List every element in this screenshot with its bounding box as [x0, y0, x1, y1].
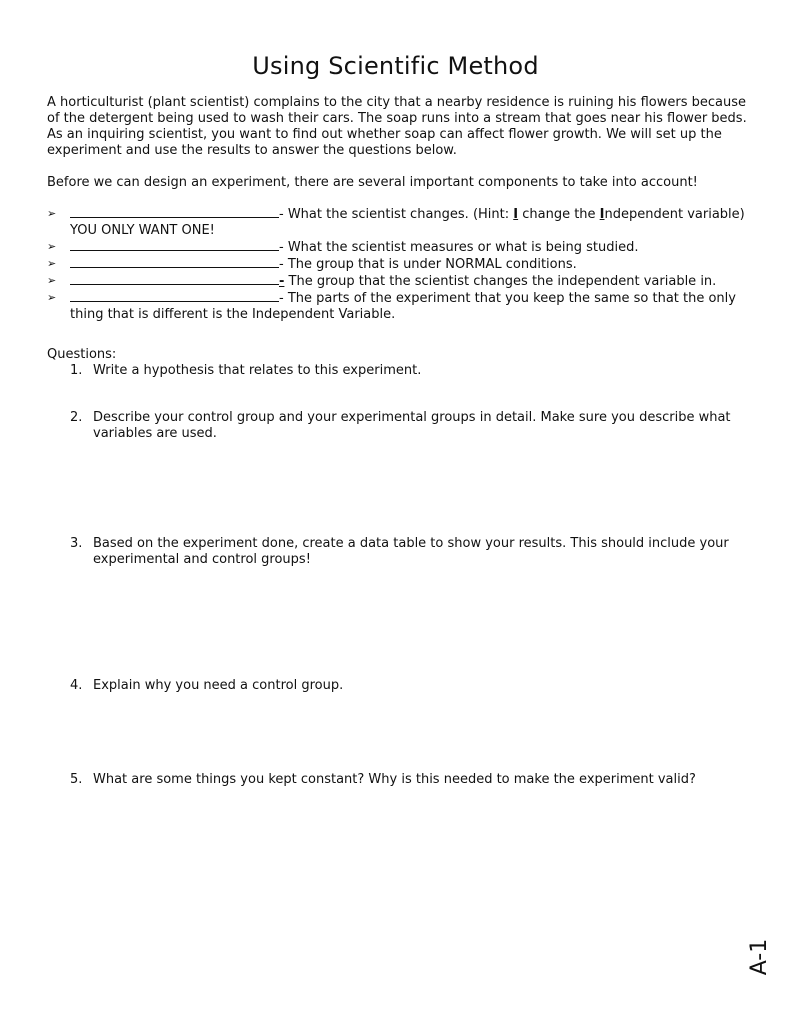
bullet-text: change the	[518, 207, 600, 222]
question-text: Describe your control group and your experimental groups in detail. Make sure you describe what variables are used.	[93, 410, 731, 441]
list-item-dependent-variable	[47, 239, 755, 256]
question-number: 1.	[70, 363, 83, 378]
answer-blank[interactable]	[70, 290, 279, 302]
question-2	[70, 410, 750, 442]
question-text: Write a hypothesis that relates to this experiment.	[93, 363, 422, 378]
list-item-independent-variable	[47, 206, 755, 239]
bullet-dash: -	[279, 274, 285, 289]
page-number-label: A-1	[747, 938, 772, 976]
arrow-bullet-icon: ➢	[47, 207, 57, 220]
arrow-bullet-icon: ➢	[47, 240, 57, 253]
question-3	[70, 536, 750, 568]
arrow-bullet-icon: ➢	[47, 274, 57, 287]
answer-blank[interactable]	[70, 273, 279, 285]
list-item-constants	[47, 290, 755, 323]
components-intro: Before we can design an experiment, there are several important components to take into account!	[47, 175, 698, 190]
question-number: 3.	[70, 536, 83, 551]
list-item-experimental-group	[47, 273, 755, 290]
bullet-text: ndependent variable) YOU ONLY WANT ONE!	[70, 207, 745, 238]
question-number: 4.	[70, 678, 83, 693]
questions-heading: Questions:	[47, 347, 117, 362]
answer-blank[interactable]	[70, 256, 279, 268]
hint-letter: I	[599, 207, 605, 222]
question-number: 5.	[70, 772, 83, 787]
question-text: Explain why you need a control group.	[93, 678, 344, 693]
question-5	[70, 772, 750, 788]
arrow-bullet-icon: ➢	[47, 291, 57, 304]
arrow-bullet-icon: ➢	[47, 257, 57, 270]
answer-blank[interactable]	[70, 239, 279, 251]
bullet-text: - The parts of the experiment that you keep the same so that the only thing that is different is the Independent Variable.	[70, 291, 736, 322]
answer-blank[interactable]	[70, 206, 279, 218]
question-text: What are some things you kept constant? Why is this needed to make the experiment valid?	[93, 772, 696, 787]
bullet-text: - The group that is under NORMAL conditions.	[279, 257, 577, 272]
bullet-text: - What the scientist changes. (Hint:	[279, 207, 514, 222]
bullet-text: The group that the scientist changes the independent variable in.	[284, 274, 717, 289]
question-4	[70, 678, 750, 694]
components-list	[47, 206, 755, 323]
question-number: 2.	[70, 410, 83, 425]
bullet-text: - What the scientist measures or what is being studied.	[279, 240, 639, 255]
hint-letter: I	[513, 207, 519, 222]
page-title: Using Scientific Method	[252, 52, 539, 80]
question-text: Based on the experiment done, create a data table to show your results. This should include your experimental and control groups!	[93, 536, 729, 567]
question-1	[70, 363, 750, 379]
list-item-control-group	[47, 256, 755, 273]
intro-paragraph: A horticulturist (plant scientist) complains to the city that a nearby residence is ruining his flowers because of the detergent being used to wash their cars. The soap runs into a stream that goes near his flower beds. As an inquiring scientist, you want to find out whether soap can affect flower growth. We will set up the experiment and use the results to answer the questions below.	[47, 95, 747, 158]
